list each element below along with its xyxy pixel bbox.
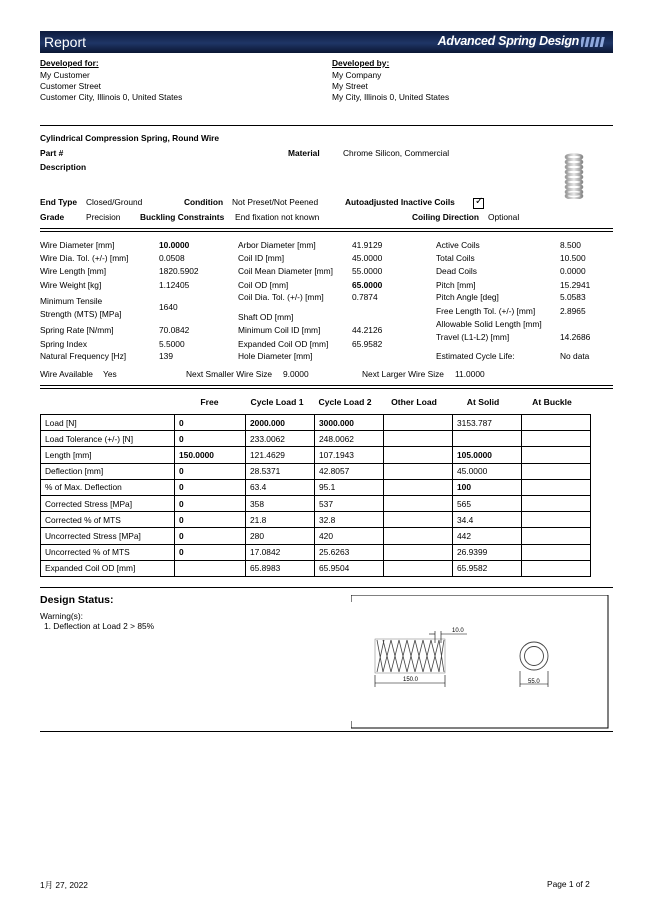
row-label: Expanded Coil OD [mm]	[41, 560, 175, 576]
coiling-value: Optional	[488, 212, 520, 222]
table-cell: 3000.000	[315, 415, 384, 431]
table-cell	[384, 560, 453, 576]
table-row	[41, 463, 591, 479]
table-cell: 442	[453, 528, 522, 544]
table-cell: 17.0842	[246, 544, 315, 560]
customer-name: My Customer	[40, 70, 90, 80]
length-dimension: 150.0	[403, 677, 419, 683]
autoadjust-label: Autoadjusted Inactive Coils	[345, 197, 455, 207]
table-cell	[384, 544, 453, 560]
table-row	[41, 415, 591, 431]
param-label: Travel (L1-L2) [mm]	[436, 332, 510, 342]
table-cell	[384, 463, 453, 479]
table-cell	[384, 512, 453, 528]
row-label: Load [N]	[41, 415, 175, 431]
table-cell: 280	[246, 528, 315, 544]
table-cell	[522, 495, 591, 511]
table-cell: 0	[175, 528, 246, 544]
param-value: 0.0508	[159, 253, 185, 263]
table-cell	[522, 544, 591, 560]
table-cell: 0	[175, 512, 246, 528]
param-value: 65.0000	[352, 280, 383, 290]
company-name: My Company	[332, 70, 382, 80]
param-value: 41.9129	[352, 240, 383, 250]
table-cell: 0	[175, 463, 246, 479]
table-cell	[384, 495, 453, 511]
spring-drawing	[351, 595, 609, 729]
table-cell: 63.4	[246, 479, 315, 495]
description-label: Description	[40, 162, 87, 172]
coiling-label: Coiling Direction	[412, 212, 479, 222]
wire-dia-dimension: 10.0	[452, 628, 464, 634]
table-cell: 121.4629	[246, 447, 315, 463]
param-value: 0.7874	[352, 292, 378, 302]
row-label: Deflection [mm]	[41, 463, 175, 479]
table-cell	[384, 528, 453, 544]
col-header-free: Free	[200, 397, 219, 407]
divider	[40, 587, 613, 588]
footer-date: 1月 27, 2022	[40, 880, 88, 890]
param-label: Expanded Coil OD [mm]	[238, 339, 329, 349]
table-cell: 26.9399	[453, 544, 522, 560]
warnings-label: Warning(s):	[40, 611, 83, 621]
param-value: 15.2941	[560, 280, 591, 290]
wire-available-value: Yes	[103, 369, 117, 379]
material-value: Chrome Silicon, Commercial	[343, 148, 450, 158]
material-label: Material	[288, 148, 320, 158]
table-cell: 28.5371	[246, 463, 315, 479]
param-label: Coil OD [mm]	[238, 280, 289, 290]
param-label: Allowable Solid Length [mm]	[436, 319, 542, 329]
next-larger-label: Next Larger Wire Size	[362, 369, 444, 379]
param-label-cont: Strength (MTS) [MPa]	[40, 309, 122, 319]
table-cell	[522, 463, 591, 479]
param-label: Free Length Tol. (+/-) [mm]	[436, 306, 536, 316]
param-label: Spring Rate [N/mm]	[40, 325, 114, 335]
row-label: Corrected Stress [MPa]	[41, 495, 175, 511]
param-label: Wire Dia. Tol. (+/-) [mm]	[40, 253, 129, 263]
param-label: Minimum Coil ID [mm]	[238, 325, 321, 335]
table-cell: 65.9504	[315, 560, 384, 576]
param-value: 139	[159, 351, 173, 361]
customer-street: Customer Street	[40, 81, 101, 91]
param-label: Hole Diameter [mm]	[238, 351, 313, 361]
param-value: 14.2686	[560, 332, 591, 342]
brand-name: Advanced Spring Design	[437, 34, 579, 48]
param-label: Minimum Tensile	[40, 296, 103, 306]
table-cell: 0	[175, 431, 246, 447]
param-label: Pitch [mm]	[436, 280, 476, 290]
table-cell: 358	[246, 495, 315, 511]
table-row	[41, 544, 591, 560]
part-number-label: Part #	[40, 148, 64, 158]
table-cell: 3153.787	[453, 415, 522, 431]
condition-value: Not Preset/Not Peened	[232, 197, 319, 207]
param-label: Active Coils	[436, 240, 480, 250]
param-value: 10.0000	[159, 240, 190, 250]
col-header-cycle-load-1: Cycle Load 1	[250, 397, 304, 407]
report-header-band	[40, 31, 613, 53]
table-cell: 21.8	[246, 512, 315, 528]
param-label: Natural Frequency [Hz]	[40, 351, 127, 361]
end-type-value: Closed/Ground	[86, 197, 143, 207]
param-value: 10.500	[560, 253, 586, 263]
table-row	[41, 447, 591, 463]
autoadjust-checkbox	[473, 198, 484, 209]
table-cell: 45.0000	[453, 463, 522, 479]
warning-item: 1. Deflection at Load 2 > 85%	[44, 621, 155, 631]
table-cell	[453, 431, 522, 447]
param-label: Coil ID [mm]	[238, 253, 285, 263]
table-cell: 0	[175, 479, 246, 495]
table-row	[41, 512, 591, 528]
col-header-at-buckle: At Buckle	[532, 397, 572, 407]
param-value: 2.8965	[560, 306, 586, 316]
table-cell: 95.1	[315, 479, 384, 495]
table-cell: 42.8057	[315, 463, 384, 479]
table-row	[41, 560, 591, 576]
table-cell	[522, 528, 591, 544]
divider	[40, 125, 613, 126]
next-larger-value: 11.0000	[455, 369, 485, 379]
table-cell: 34.4	[453, 512, 522, 528]
table-cell	[384, 447, 453, 463]
table-cell	[384, 431, 453, 447]
param-label: Coil Mean Diameter [mm]	[238, 266, 333, 276]
param-value: 70.0842	[159, 325, 190, 335]
table-cell: 0	[175, 495, 246, 511]
param-label: Arbor Diameter [mm]	[238, 240, 316, 250]
design-status-title: Design Status:	[40, 594, 114, 606]
table-cell: 0	[175, 415, 246, 431]
col-header-at-solid: At Solid	[466, 397, 500, 407]
table-cell: 105.0000	[453, 447, 522, 463]
table-cell: 248.0062	[315, 431, 384, 447]
table-cell	[175, 560, 246, 576]
table-cell: 150.0000	[175, 447, 246, 463]
param-label: Wire Diameter [mm]	[40, 240, 115, 250]
col-header-other-load: Other Load	[391, 397, 437, 407]
table-cell	[384, 479, 453, 495]
table-row	[41, 495, 591, 511]
table-cell: 565	[453, 495, 522, 511]
developed-for-label: Developed for:	[40, 58, 99, 68]
row-label: Length [mm]	[41, 447, 175, 463]
row-label: Corrected % of MTS	[41, 512, 175, 528]
param-label: Total Coils	[436, 253, 475, 263]
param-value: 55.0000	[352, 266, 383, 276]
param-label: Dead Coils	[436, 266, 477, 276]
param-label: Wire Weight [kg]	[40, 280, 102, 290]
company-street: My Street	[332, 81, 368, 91]
table-cell: 107.1943	[315, 447, 384, 463]
param-value: 8.500	[560, 240, 581, 250]
spring-type: Cylindrical Compression Spring, Round Wire	[40, 133, 220, 143]
footer-page-number: Page 1 of 2	[547, 879, 590, 889]
next-smaller-label: Next Smaller Wire Size	[186, 369, 273, 379]
table-cell	[522, 431, 591, 447]
row-label: % of Max. Deflection	[41, 479, 175, 495]
param-value: 1820.5902	[159, 266, 199, 276]
table-cell	[522, 415, 591, 431]
param-value: 44.2126	[352, 325, 383, 335]
divider	[40, 388, 613, 389]
table-cell: 25.6263	[315, 544, 384, 560]
table-cell	[522, 447, 591, 463]
divider	[40, 228, 613, 229]
param-label: Estimated Cycle Life:	[436, 351, 515, 361]
buckling-label: Buckling Constraints	[140, 212, 225, 222]
table-cell	[522, 512, 591, 528]
checkmark-icon: ✓	[475, 196, 484, 207]
row-label: Load Tolerance (+/-) [N]	[41, 431, 175, 447]
report-title: Report	[44, 34, 87, 50]
condition-label: Condition	[184, 197, 224, 207]
next-smaller-value: 9.0000	[283, 369, 309, 379]
param-label: Shaft OD [mm]	[238, 312, 294, 322]
param-label: Coil Dia. Tol. (+/-) [mm]	[238, 292, 324, 302]
spring-thumbnail-icon	[563, 153, 585, 199]
table-cell	[522, 560, 591, 576]
divider	[40, 731, 613, 732]
param-value: 45.0000	[352, 253, 383, 263]
param-value: No data	[560, 351, 590, 361]
end-type-label: End Type	[40, 197, 78, 207]
table-cell	[384, 415, 453, 431]
table-row	[41, 431, 591, 447]
param-value: 65.9582	[352, 339, 383, 349]
table-cell: 65.8983	[246, 560, 315, 576]
param-label: Pitch Angle [deg]	[436, 292, 499, 302]
table-cell: 65.9582	[453, 560, 522, 576]
row-label: Uncorrected % of MTS	[41, 544, 175, 560]
load-table	[40, 414, 591, 577]
divider	[40, 385, 613, 386]
customer-city: Customer City, Illinois 0, United States	[40, 92, 183, 102]
divider	[40, 231, 613, 232]
row-label: Uncorrected Stress [MPa]	[41, 528, 175, 544]
wire-available-label: Wire Available	[40, 369, 93, 379]
table-cell: 32.8	[315, 512, 384, 528]
param-value: 1640	[159, 302, 178, 312]
table-cell: 233.0062	[246, 431, 315, 447]
param-value: 1.12405	[159, 280, 190, 290]
grade-value: Precision	[86, 212, 121, 222]
developed-by-label: Developed by:	[332, 58, 390, 68]
od-dimension: 55.0	[528, 679, 540, 685]
param-label: Spring Index	[40, 339, 88, 349]
col-header-cycle-load-2: Cycle Load 2	[318, 397, 372, 407]
param-value: 0.0000	[560, 266, 586, 276]
table-row	[41, 528, 591, 544]
table-cell: 100	[453, 479, 522, 495]
param-label: Wire Length [mm]	[40, 266, 107, 276]
table-cell: 537	[315, 495, 384, 511]
spring-drawing-frame	[351, 595, 608, 728]
table-cell: 420	[315, 528, 384, 544]
buckling-value: End fixation not known	[235, 212, 320, 222]
param-value: 5.5000	[159, 339, 185, 349]
brand-logo-icon	[581, 36, 609, 48]
table-row	[41, 479, 591, 495]
table-cell: 0	[175, 544, 246, 560]
table-cell: 2000.000	[246, 415, 315, 431]
company-city: My City, Illinois 0, United States	[332, 92, 450, 102]
grade-label: Grade	[40, 212, 65, 222]
table-cell	[522, 479, 591, 495]
param-value: 5.0583	[560, 292, 586, 302]
